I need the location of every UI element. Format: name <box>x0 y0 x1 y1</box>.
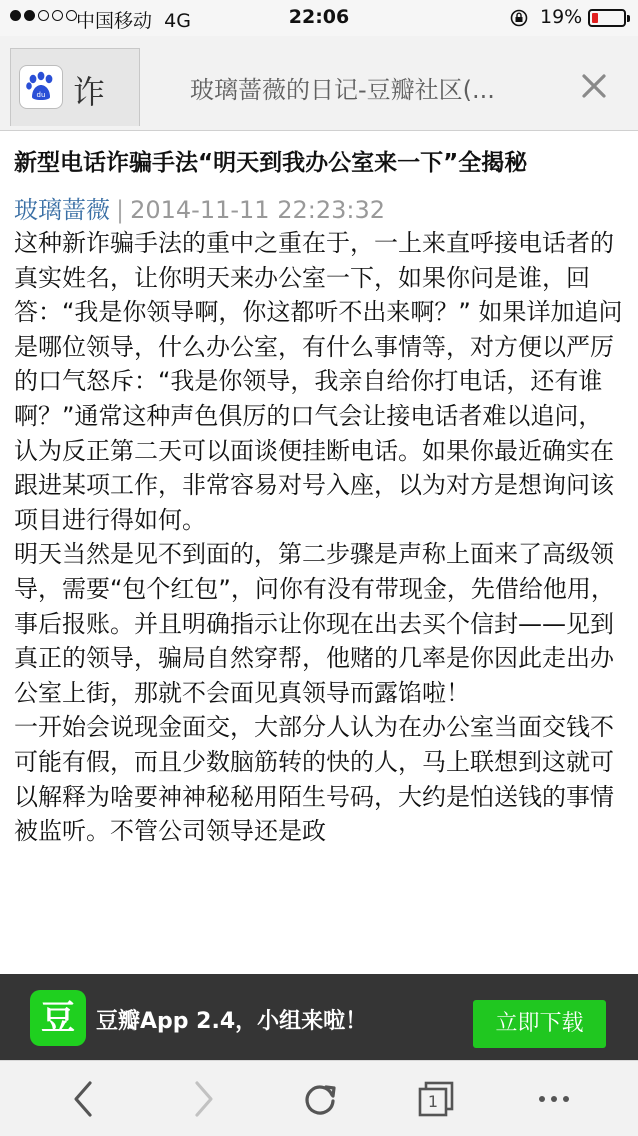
forward-icon[interactable] <box>183 1079 223 1119</box>
app-download-banner <box>0 974 638 1060</box>
banner-text: 豆瓣App 2.4，小组来啦！ <box>96 1009 368 1034</box>
tab-count: 1 <box>427 1092 439 1111</box>
post-date: 2014-11-11 22:23:32 <box>130 196 385 224</box>
article-title: 新型电话诈骗手法“明天到我办公室来一下”全揭秘 <box>14 150 528 176</box>
article-body <box>14 226 626 974</box>
back-icon[interactable] <box>64 1079 104 1119</box>
baidu-paw-icon <box>19 65 63 109</box>
download-button[interactable]: 立即下载 <box>473 1000 606 1048</box>
status-bar <box>0 0 638 36</box>
svg-text:du: du <box>36 91 46 99</box>
paragraph-2: 明天当然是见不到面的，第二步骤是声称上面来了高级领导，需要“包个红包”，问你有没有带现金，先借给他用，事后报账。并且明确指示让你现在出去买个信封——见到真正的领导，骗局自然穿帮，他赌的几率是你因此走出办公室上街，那就不会面见真领导而露馅啦！ <box>14 540 615 707</box>
paragraph-1: 这种新诈骗手法的重中之重在于，一上来直呼接电话者的真实姓名，让你明天来办公室一下，如果你问是谁，回答：“我是你领导啊，你这都听不出来啊？” 如果详加追问是哪位领导，什么办公室，有什么事情等，对方便以严厉的口气怒斥：“我是你领导，我亲自给你打电话，还有谁啊？”通常这种声色俱厉的口气会让接电话者难以追问，认为反正第二天可以面谈便挂断电话。如果你最近确实在跟进某项工作，非常容易对号入座，以为对方是想询问该项目进行得如何。 <box>14 229 623 534</box>
refresh-icon[interactable] <box>300 1079 340 1119</box>
tabs-icon[interactable] <box>416 1079 456 1119</box>
paragraph-3: 一开始会说现金面交，大部分人认为在办公室当面交钱不可能有假，而且少数脑筋转的快的人，马上联想到这就可以解释为啥要神神秘秘用陌生号码，大约是怕送钱的事情被监听。不管公司领导还是政 <box>14 713 614 846</box>
tab-label: 诈 <box>73 73 106 111</box>
clock: 22:06 <box>288 6 350 28</box>
meta-separator: | <box>116 196 125 224</box>
douban-app-icon: 豆 <box>30 990 86 1046</box>
network-type: 4G <box>164 10 191 32</box>
page-title: 玻璃蔷薇的日记-豆瓣社区(... <box>190 76 495 104</box>
battery-percent: 19% <box>540 6 583 28</box>
battery-icon <box>588 9 626 27</box>
carrier-name: 中国移动 <box>76 10 153 32</box>
tab-thumbnail[interactable] <box>10 48 140 126</box>
close-icon[interactable] <box>578 70 610 102</box>
article-meta <box>14 190 385 225</box>
browser-header <box>0 36 638 131</box>
more-icon[interactable] <box>534 1079 574 1119</box>
browser-toolbar <box>0 1060 638 1136</box>
rotation-lock-icon <box>510 9 528 27</box>
author-link[interactable]: 玻璃蔷薇 <box>14 196 110 224</box>
battery-level <box>592 13 598 23</box>
